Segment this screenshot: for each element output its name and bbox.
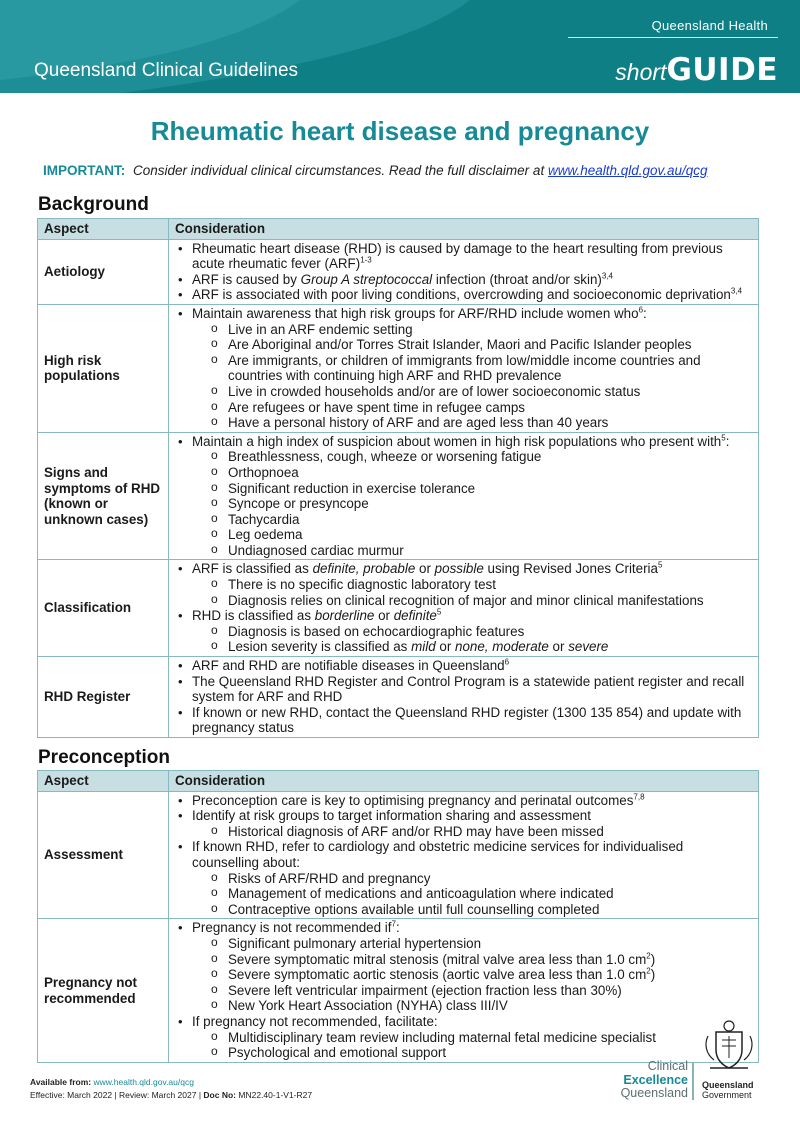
- sub-list-item: o Risks of ARF/RHD and pregnancy: [192, 871, 752, 887]
- doc-number: MN22.40-1-V1-R27: [238, 1090, 313, 1100]
- available-link[interactable]: www.health.qld.gov.au/qcg: [93, 1077, 194, 1087]
- org-name: Queensland Health: [651, 18, 768, 33]
- qg-line-2: Government: [702, 1090, 752, 1100]
- consideration-cell: [169, 560, 759, 657]
- background-table: [37, 218, 759, 738]
- badge-guide: GUIDE: [666, 52, 778, 88]
- table-row: [38, 919, 759, 1062]
- sub-list-item: o Significant reduction in exercise tolerance: [192, 481, 752, 497]
- col-header-consideration: Consideration: [169, 771, 759, 792]
- sub-list-item: o Significant pulmonary arterial hypertension: [192, 936, 752, 952]
- aspect-cell: RHD Register: [38, 657, 169, 738]
- sub-list-item: o Orthopnoea: [192, 465, 752, 481]
- short-guide-badge: [615, 52, 778, 88]
- aspect-cell: Classification: [38, 560, 169, 657]
- disclaimer-link[interactable]: www.health.qld.gov.au/qcg: [547, 163, 708, 178]
- consideration-cell: [169, 919, 759, 1062]
- sub-list-item: o Breathlessness, cough, wheeze or worsening fatigue: [192, 449, 752, 465]
- sub-list-item: o Live in crowded households and/or are of lower socioeconomic status: [192, 384, 752, 400]
- badge-short: short: [615, 59, 667, 85]
- important-text: Consider individual clinical circumstances. Read the full disclaimer at: [133, 163, 545, 178]
- consideration-cell: [169, 239, 759, 304]
- logo-divider: [692, 1062, 694, 1100]
- disclaimer-line: [43, 163, 708, 178]
- list-item: • Preconception care is key to optimising pregnancy and perinatal outcomes$^{7,8}$: [175, 793, 752, 809]
- section-heading-preconception: Preconception: [38, 747, 170, 768]
- series-name: Queensland Clinical Guidelines: [34, 60, 299, 81]
- doc-label: Doc No:: [203, 1090, 237, 1100]
- sub-list-item: o Severe symptomatic mitral stenosis (mitral valve area less than 1.0 $cm^2$): [192, 952, 752, 968]
- table-row: [38, 657, 759, 738]
- sub-list-item: o Leg oedema: [192, 527, 752, 543]
- sub-list-item: o Psychological and emotional support: [192, 1045, 752, 1061]
- sub-list-item: o Are Aboriginal and/or Torres Strait Islander, Maori and Pacific Islander peoples: [192, 337, 752, 353]
- sub-list-item: o Syncope or presyncope: [192, 496, 752, 512]
- sub-list-item: o Severe symptomatic aortic stenosis (aortic valve area less than 1.0 $cm^2$): [192, 967, 752, 983]
- qld-government-logo-text: [702, 1080, 754, 1100]
- aspect-cell: Assessment: [38, 791, 169, 919]
- list-item: • ARF and RHD are notifiable diseases in Queensland$^6$: [175, 658, 752, 674]
- col-header-aspect: Aspect: [38, 219, 169, 240]
- aspect-cell: Signs and symptoms of RHD (known or unknown cases): [38, 432, 169, 560]
- aspect-cell: Pregnancy not recommended: [38, 919, 169, 1062]
- list-item: • Maintain a high index of suspicion about women in high risk populations who present with$^5$: o Breathlessness, cough, wheeze or worsening fatigue o Orthopnoea o Significant reduction in exercise tolerance o Syncope or presyncope o Tachycardia o Leg oedema o Undiagnosed cardiac murmur: [175, 434, 752, 559]
- sub-list-item: o Lesion severity is classified as mild or none, moderate or severe: [192, 639, 752, 655]
- sub-list-item: o Have a personal history of ARF and are aged less than 40 years: [192, 415, 752, 431]
- effective-dates: Effective: March 2022 | Review: March 2027 |: [30, 1090, 202, 1100]
- sub-list-item: o Are refugees or have spent time in refugee camps: [192, 400, 752, 416]
- table-header-row: [38, 771, 759, 792]
- cec-line-3: Queensland: [620, 1086, 688, 1100]
- table-row: [38, 432, 759, 560]
- list-item: • Rheumatic heart disease (RHD) is caused by damage to the heart resulting from previous acute rheumatic fever (ARF)$^{1-3}$: [175, 241, 752, 272]
- col-header-aspect: Aspect: [38, 771, 169, 792]
- list-item: • The Queensland RHD Register and Control Program is a statewide patient register and recall system for ARF and RHD: [175, 674, 752, 705]
- section-heading-background: Background: [38, 194, 149, 215]
- table-row: [38, 560, 759, 657]
- sub-list-item: o Management of medications and anticoagulation where indicated: [192, 886, 752, 902]
- cec-line-2: Excellence: [623, 1072, 688, 1087]
- sub-list-item: o Are immigrants, or children of immigrants from low/middle income countries and countries with continuing high ARF and RHD prevalence: [192, 353, 752, 384]
- list-item: • Identify at risk groups to target information sharing and assessment o Historical diagnosis of ARF and/or RHD may have been missed: [175, 808, 752, 839]
- sub-list-item: o Live in an ARF endemic setting: [192, 322, 752, 338]
- important-label: IMPORTANT:: [43, 163, 126, 178]
- list-item: • RHD is classified as borderline or definite$^5$ o Diagnosis is based on echocardiographic features o Lesion severity is classified as mild or none, moderate or severe: [175, 608, 752, 655]
- consideration-cell: [169, 432, 759, 560]
- list-item: • ARF is caused by Group A streptococcal infection (throat and/or skin)$^{3,4}$: [175, 272, 752, 288]
- qg-line-1: Queensland: [702, 1080, 754, 1090]
- table-row: [38, 791, 759, 919]
- sub-list-item: o Severe left ventricular impairment (ejection fraction less than 30%): [192, 983, 752, 999]
- table-row: [38, 304, 759, 432]
- list-item: • Pregnancy is not recommended $if^7$: o Significant pulmonary arterial hypertension o Severe symptomatic mitral stenosis (mitral valve area less than 1.0 $cm^2$) o Severe symptomatic aortic stenosis (aortic valve area less than 1.0 $cm^2$) o Severe left ventricular impairment (ejection fraction less than 30%) o New York Heart Association (NYHA) class III/IV: [175, 920, 752, 1014]
- available-label: Available from:: [30, 1077, 92, 1087]
- footer-info: [30, 1076, 312, 1102]
- col-header-consideration: Consideration: [169, 219, 759, 240]
- consideration-cell: [169, 657, 759, 738]
- list-item: • If known or new RHD, contact the Queensland RHD register (1300 135 854) and update with pregnancy status: [175, 705, 752, 736]
- page-title: Rheumatic heart disease and pregnancy: [150, 116, 650, 146]
- table-row: [38, 239, 759, 304]
- list-item: • ARF is classified as definite, probable or possible using Revised Jones Criteria$^5$ o There is no specific diagnostic laboratory test o Diagnosis relies on clinical recognition of major and minor clinical manifestations: [175, 561, 752, 608]
- aspect-cell: Aetiology: [38, 239, 169, 304]
- aspect-cell: High risk populations: [38, 304, 169, 432]
- sub-list-item: o New York Heart Association (NYHA) class III/IV: [192, 998, 752, 1014]
- sub-list-item: o Tachycardia: [192, 512, 752, 528]
- sub-list-item: o Contraceptive options available until full counselling completed: [192, 902, 752, 918]
- list-item: • ARF is associated with poor living conditions, overcrowding and socioeconomic deprivation$^{3,4}$: [175, 287, 752, 303]
- consideration-cell: [169, 791, 759, 919]
- consideration-cell: [169, 304, 759, 432]
- sub-list-item: o Multidisciplinary team review including maternal fetal medicine specialist: [192, 1030, 752, 1046]
- list-item: • If pregnancy not recommended, facilitate: o Multidisciplinary team review including maternal fetal medicine specialist o Psychological and emotional support: [175, 1014, 752, 1061]
- header-divider: [568, 37, 778, 38]
- sub-list-item: o Diagnosis is based on echocardiographic features: [192, 624, 752, 640]
- clinical-excellence-logo: [616, 1060, 688, 1101]
- sub-list-item: o There is no specific diagnostic laboratory test: [192, 577, 752, 593]
- list-item: • If known RHD, refer to cardiology and obstetric medicine services for individualised counselling about: o Risks of ARF/RHD and pregnancy o Management of medications and anticoagulation where indicated o Contraceptive options available until full counselling completed: [175, 839, 752, 917]
- cec-line-1: Clinical: [647, 1059, 688, 1073]
- header-banner: [0, 0, 800, 93]
- sub-list-item: o Diagnosis relies on clinical recognition of major and minor clinical manifestations: [192, 593, 752, 609]
- sub-list-item: o Historical diagnosis of ARF and/or RHD may have been missed: [192, 824, 752, 840]
- list-item: • Maintain awareness that high risk groups for ARF/RHD include women who$^6$: o Live in an ARF endemic setting o Are Aboriginal and/or Torres Strait Islander, Maori and Pacific Islander peoples o Are immigrants, or children of immigrants from low/middle income countries and countries with continuing high ARF and RHD prevalence o Live in crowded households and/or are of lower socioeconomic status o Are refugees or have spent time in refugee camps o Have a personal history of ARF and are aged less than 40 years: [175, 306, 752, 431]
- preconception-table: [37, 770, 759, 1063]
- table-header-row: [38, 219, 759, 240]
- coat-of-arms-icon: [702, 1018, 756, 1076]
- sub-list-item: o Undiagnosed cardiac murmur: [192, 543, 752, 559]
